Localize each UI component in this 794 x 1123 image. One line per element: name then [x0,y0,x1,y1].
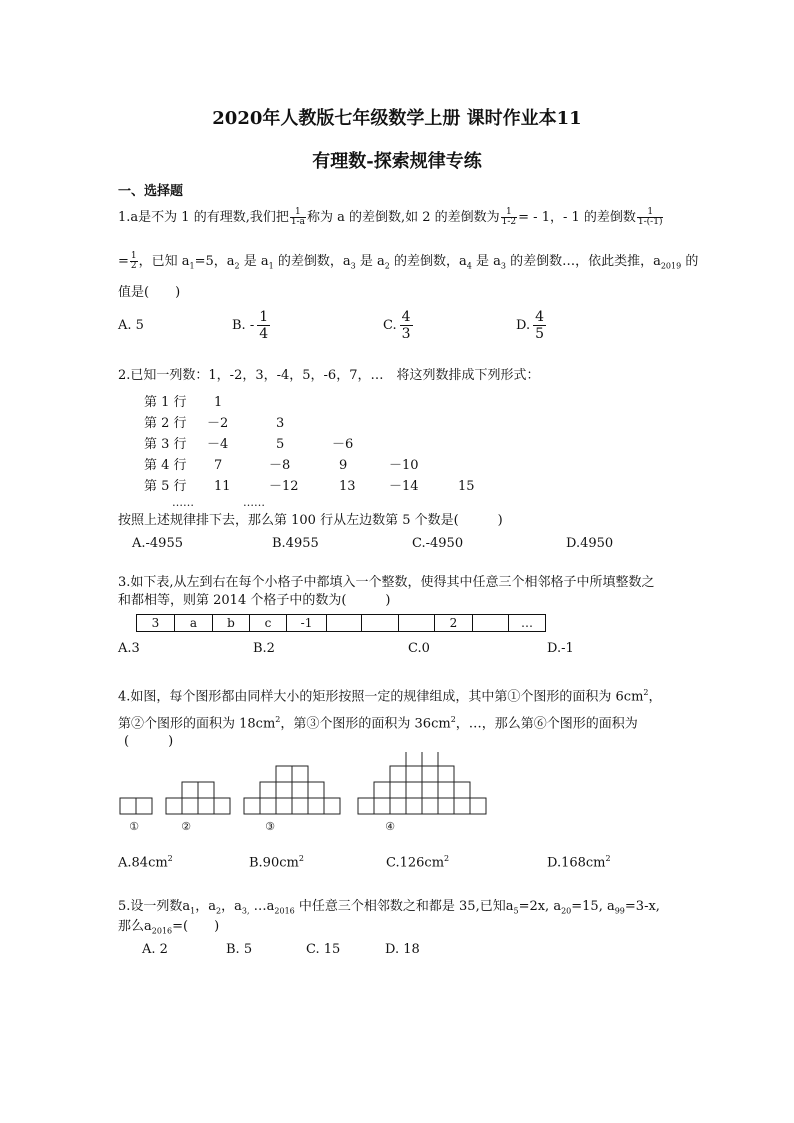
grid-cell [472,614,509,632]
figure-rectangle [422,752,438,766]
figure-rectangle [276,782,292,798]
grid-cell [361,614,399,632]
q1-line2: = $\frac{1}{2}$ ，已知 $a_1=5$，$a_2$ 是 $a_1$ 的差倒数，$a_3$ 是 $a_2$ 的差倒数，$a_4$ 是 $a_3$ 的差倒数…，依此类推，$a_{2019}$ 的 [118,251,699,271]
q4-option-d[interactable]: $D.168cm^2$ [547,854,611,871]
figure-rectangle [438,782,454,798]
figure-rectangle [422,782,438,798]
figure-label: ① [129,820,139,833]
q2-cell: 9 [339,458,348,473]
figure-rectangle [214,798,230,814]
figure-rectangle [276,766,292,782]
grid-cell: c [249,614,287,632]
figure-rectangle [308,798,324,814]
q2-cell: －14 [389,479,419,494]
q2-ellipsis: …… [243,496,265,509]
figure-rectangle [358,798,374,814]
q5-option-b[interactable]: B. 5 [226,942,253,957]
figure-rectangle [454,782,470,798]
figure-rectangle [276,798,292,814]
q2-row-label: 第 3 行 [144,437,187,452]
q1-frac-example: $\frac{1}{1-2}$ [501,207,517,227]
q3-line2: 和都相等，则第 2014 个格子中的数为( ) [118,593,391,608]
q2-cell: 11 [214,479,231,494]
q2-row-label: 第 4 行 [144,458,187,473]
q2-question: 按照上述规律排下去，那么第 100 行从左边数第 5 个数是( ) [118,513,503,528]
figure-rectangle [422,798,438,814]
grid-cell [326,614,362,632]
figure-rectangle [182,798,198,814]
q2-cell: 5 [276,437,285,452]
q1-option-a[interactable]: A. 5 [118,318,144,333]
figure-rectangle [438,766,454,782]
figure-rectangle [324,798,340,814]
figure-rectangle [292,782,308,798]
grid-cell: b [212,614,250,632]
q5-line2: 那么$a_{2016}=$( ) [118,919,220,936]
figure-rectangle [308,782,324,798]
grid-cell [398,614,435,632]
q2-row-label: 第 1 行 [144,395,187,410]
figure-rectangle [260,782,276,798]
figure-rectangle [166,798,182,814]
figure-label: ③ [265,820,275,833]
page-title: 2020年人教版七年级数学上册 课时作业本11 [212,108,582,129]
q2-option-d[interactable]: D.4950 [566,536,614,551]
grid-cell: 3 [136,614,175,632]
q3-option-b[interactable]: B.2 [253,641,275,656]
q4-option-b[interactable]: $B.90cm^2$ [249,854,304,871]
figure-rectangle [244,798,260,814]
figure-rectangle [422,766,438,782]
q3-option-a[interactable]: A.3 [118,641,140,656]
q2-stem: 2.已知一列数：1，-2，3，-4，5，-6，7，… 将这列数排成下列形式： [118,368,540,383]
q4-figure [110,752,490,842]
grid-cell: … [508,614,546,632]
q2-cell: －8 [269,458,291,473]
figure-rectangle [120,798,136,814]
q3-line1: 3.如下表,从左到右在每个小格子中都填入一个整数，使得其中任意三个相邻格子中所填整数之 [118,575,655,590]
q2-cell: －4 [207,437,229,452]
q2-cell: 7 [214,458,223,473]
figure-label: ④ [385,820,395,833]
q2-cell: －6 [332,437,354,452]
q4-line1: 4.如图，每个图形都由同样大小的矩形按照一定的规律组成，其中第①个图形的面积为 $6cm^2$， [118,688,662,705]
grid-cell: a [174,614,213,632]
q4-option-c[interactable]: $C.126cm^2$ [386,854,450,871]
figure-rectangle [406,752,422,766]
q3-option-d[interactable]: D.-1 [547,641,574,656]
q2-option-a[interactable]: A.-4955 [132,536,183,551]
q5-line1: 5.设一列数$a_1$，$a_2$，$a_{3,}$ $\dots a_{2016}$ 中任意三个相邻数之和都是 35,已知$a_5=2x$, $a_{20}=15$, $a_{99}=3-x$, [118,899,660,916]
figure-rectangle [182,782,198,798]
q2-cell: 13 [339,479,356,494]
figure-rectangle [390,766,406,782]
figure-rectangle [292,798,308,814]
q4-line2: 第②个图形的面积为 $18cm^2$，第③个图形的面积为 $36cm^2$，…，那么第⑥个图形的面积为 [118,715,638,732]
figure-rectangle [470,798,486,814]
figure-rectangle [390,798,406,814]
q2-cell: 1 [214,395,223,410]
q2-option-b[interactable]: B.4955 [272,536,319,551]
q2-ellipsis: …… [172,496,194,509]
q4-line3: ( ) [124,734,174,749]
q1-option-c[interactable]: C. $\frac{4}{3}$ [383,309,411,342]
figure-rectangle [198,782,214,798]
figure-rectangle [406,798,422,814]
q1-line3: 值是( ) [118,285,181,300]
q1-frac-reciprocal: $\frac{1}{1-a}$ [290,207,305,227]
figure-rectangle [406,766,422,782]
figure-rectangle [406,782,422,798]
figure-rectangle [438,798,454,814]
figure-rectangle [374,782,390,798]
q1-line1: 1.a是不为 1 的有理数,我们把 $\frac{1}{1-a}$ 称为 a 的差倒数,如 2 的差倒数为 $\frac{1}{1-2}$ = - 1，- 1 的差倒数 $\frac{1}{1-(-1)}$ [118,207,663,227]
q1-frac-neg: $\frac{1}{1-(-1)}$ [637,207,663,227]
q2-cell: －2 [207,416,229,431]
grid-cell: -1 [286,614,327,632]
q4-option-a[interactable]: $A.84cm^2$ [118,854,173,871]
q2-row-label: 第 2 行 [144,416,187,431]
q2-cell: －10 [389,458,419,473]
figure-rectangle [374,798,390,814]
q2-option-c[interactable]: C.-4950 [412,536,464,551]
q5-option-c[interactable]: C. 15 [306,942,341,957]
figure-rectangle [198,798,214,814]
figure-rectangle [136,798,152,814]
grid-cell: 2 [434,614,473,632]
q3-grid [137,614,546,632]
figure-rectangle [454,798,470,814]
q5-option-d[interactable]: D. 18 [385,942,420,957]
figure-rectangle [390,782,406,798]
q2-cell: 3 [276,416,285,431]
figure-label: ② [181,820,191,833]
q1-option-b[interactable]: B. - $\frac{1}{4}$ [232,309,269,342]
q1-option-d[interactable]: D. $\frac{4}{5}$ [516,309,545,342]
q3-option-c[interactable]: C.0 [408,641,430,656]
section-heading: 一、选择题 [118,184,184,199]
q5-option-a[interactable]: A. 2 [142,942,168,957]
q2-cell: －12 [269,479,299,494]
page-subtitle: 有理数-探索规律专练 [312,151,482,172]
q2-cell: 15 [458,479,475,494]
q2-row-label: 第 5 行 [144,479,187,494]
figure-rectangle [260,798,276,814]
figure-rectangle [292,766,308,782]
